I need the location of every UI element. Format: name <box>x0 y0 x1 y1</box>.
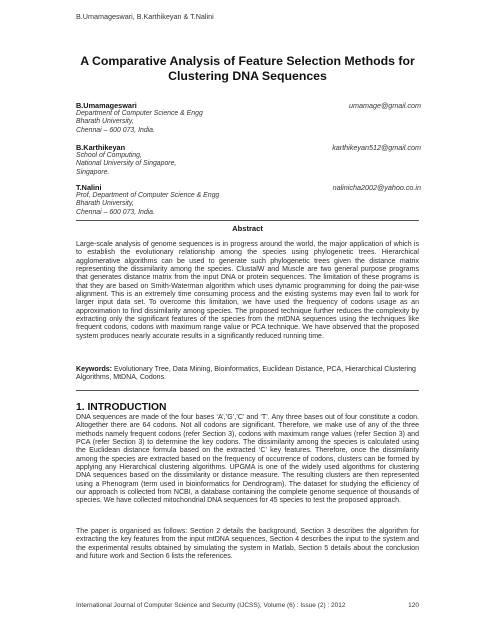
introduction-paragraph-1: DNA sequences are made of the four bases ‘A’,’G’,’C’ and ‘T’. Any three bases out of four constitute a codon. Altogether there are 64 codons. Not all codons are significant. Therefore, we make use of any of the three methods namely frequent codons (refer Section 3), codons with maximum range values (refer Section 3) and PCA (refer Section 3) to determine the key codons. The dissimilarity among the species is calculated using the Euclidean distance formula based on the extracted ‘C’ key features. Therefore, once the dissimilarity among the species are extracted based on the frequency of occurrence of codons, clusters can be formed by applying any Hierarchical clustering algorithms. UPGMA is one of the widely used algorithms for clustering DNA sequences based on the dissimilarity or distance measure. The resulting clusters are then represented using a Phenogram (term used in bioinformatics for Dendrogram). The dataset for studying the efficiency of our approach is collected from NCBI, a database containing the complete genome sequence of thousands of species. We have collected mitochondrial DNA sequences for 45 species to test the proposed approach. <box>76 414 419 505</box>
abstract-text: Large-scale analysis of genome sequences is in progress around the world, the major application of which is to establish the evolutionary relationship among the species using phylogenetic trees. Hierarchical agglomerative algorithms can be used to generate such phylogenetic trees given the distance matrix representing the dissimilarity among the species. ClustalW and Muscle are two general purpose programs that generates distance matrix from the input DNA or protein sequences. The limitation of these programs is that they are based on Smith-Waterman algorithm which uses dynamic programming for doing the pair-wise alignment. This is an extremely time consuming process and the existing systems may even fail to work for larger input data set. To overcome this limitation, we have used the frequency of codons usage as an approximation to find dissimilarity among species. The proposed technique further reduces the complexity by extracting only the significant features of the species from the mtDNA sequences using the techniques like frequent codons, codons with maximum range value or PCA technique. We have observed that the proposed system produces nearly accurate results in a significantly reduced running time. <box>76 241 419 340</box>
author-block-2 <box>76 144 421 177</box>
divider <box>76 390 419 391</box>
author-email[interactable]: umamage@gmail.com <box>348 101 421 110</box>
page-footer <box>76 602 419 609</box>
author-name: T.Nalini <box>76 183 102 192</box>
paper-title: A Comparative Analysis of Feature Selection Methods for Clustering DNA Sequences <box>80 54 415 83</box>
author-email[interactable]: nalinicha2002@yahoo.co.in <box>332 183 421 192</box>
keywords-text: Evolutionary Tree, Data Mining, Bioinformatics, Euclidean Distance, PCA, Hierarchical Clustering Algorithms, MtDNA, Codons. <box>76 366 416 382</box>
author-affiliation-line: Department of Computer Science & Engg <box>76 110 203 118</box>
introduction-paragraph-2: The paper is organised as follows: Section 2 details the background, Section 3 describes the algorithm for extracting the key features from the input mtDNA sequences, Section 4 describes the input to the system and the experimental results obtained by simulating the system in Matlab, Section 5 details about the conclusion and future work and Section 6 lists the references. <box>76 528 419 561</box>
author-affiliation-line: National University of Singapore, <box>76 160 177 168</box>
author-affiliation-line: Prof, Department of Computer Science & Engg <box>76 192 220 200</box>
author-name: B.Umamageswari <box>76 101 137 110</box>
author-affiliation-line: Chennai – 600 073, India. <box>76 208 155 216</box>
page-number: 120 <box>408 602 419 609</box>
author-block-1 <box>76 102 421 135</box>
author-affiliation-line: School of Computing, <box>76 152 142 160</box>
keywords-label: Keywords: <box>76 366 113 373</box>
author-affiliation-line: Chennai – 600 073, India. <box>76 126 155 134</box>
author-affiliation-line: Bharath University, <box>76 118 134 126</box>
author-affiliation-line: Bharath University, <box>76 200 134 208</box>
divider <box>76 220 419 221</box>
author-name: B.Karthikeyan <box>76 143 126 152</box>
section-heading-introduction: 1. INTRODUCTION <box>76 402 167 413</box>
journal-citation: International Journal of Computer Science and Security (IJCSS), Volume (6) : Issue (2) : 2012 <box>76 602 346 609</box>
abstract-heading: Abstract <box>232 224 263 233</box>
running-head: B.Umamageswari, B.Karthikeyan & T.Nalini <box>76 12 214 21</box>
author-affiliation-line: Singapore. <box>76 168 110 176</box>
author-block-3 <box>76 184 421 217</box>
keywords <box>76 366 419 383</box>
author-email[interactable]: karthikeyan512@gmail.com <box>332 143 421 152</box>
